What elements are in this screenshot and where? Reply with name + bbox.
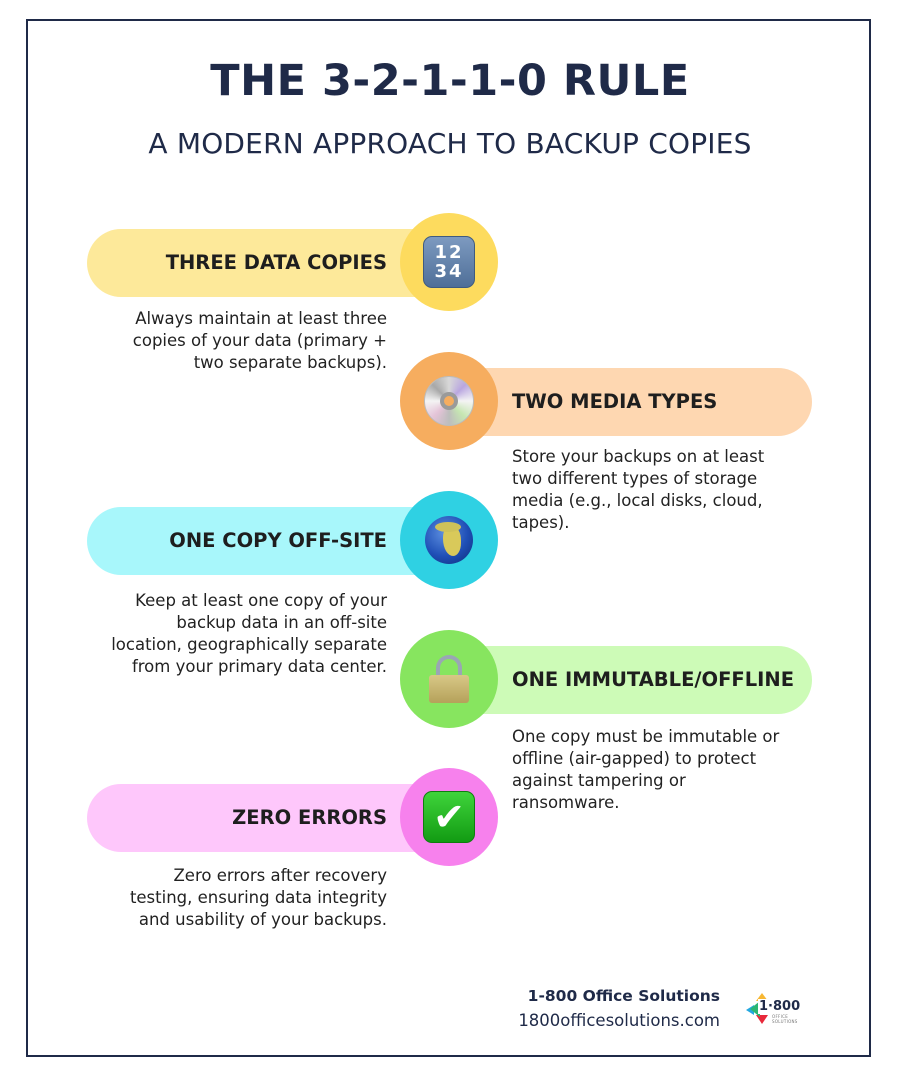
- step-icon-circle: [400, 768, 498, 866]
- step-icon-circle: [400, 630, 498, 728]
- padlock-icon: [429, 655, 469, 703]
- logo-text: 1·800: [759, 999, 801, 1014]
- check-mark-icon: ✔: [423, 791, 475, 843]
- step-label: ONE COPY OFF-SITE: [169, 529, 387, 552]
- step-label: THREE DATA COPIES: [165, 251, 387, 274]
- step-icon-circle: [400, 352, 498, 450]
- step-label: ZERO ERRORS: [232, 806, 387, 829]
- step-icon-circle: [400, 213, 498, 311]
- step-description: Always maintain at least three copies of your data (primary + two separate backups).: [132, 309, 387, 372]
- step-zero-errors: [0, 768, 900, 868]
- step-label: TWO MEDIA TYPES: [512, 390, 718, 413]
- input-numbers-icon: 12 34: [423, 236, 475, 288]
- step-icon-circle: [400, 491, 498, 589]
- step-three-data-copies: [0, 213, 900, 313]
- logo-subtext: OFFICE SOLUTIONS: [772, 1014, 798, 1024]
- step-description: Keep at least one copy of your backup data in an off-site location, geographically separate from your primary data center.: [111, 591, 387, 676]
- company-url[interactable]: 1800officesolutions.com: [518, 1011, 720, 1030]
- step-description: One copy must be immutable or offline (air-gapped) to protect against tampering or ransomware.: [512, 727, 780, 812]
- optical-disc-icon: [424, 376, 474, 426]
- step-two-media-types: [0, 352, 900, 452]
- step-label: ONE IMMUTABLE/OFFLINE: [512, 668, 795, 691]
- step-one-copy-off-site: [0, 491, 900, 591]
- step-description: Zero errors after recovery testing, ensuring data integrity and usability of your backups.: [129, 866, 387, 929]
- step-description: Store your backups on at least two different types of storage media (e.g., local disks, cloud, tapes).: [512, 447, 765, 532]
- page-title: THE 3-2-1-1-0 RULE: [210, 56, 690, 106]
- globe-icon: [425, 516, 473, 564]
- company-logo: [746, 993, 806, 1025]
- page-subtitle: A MODERN APPROACH TO BACKUP COPIES: [148, 127, 752, 160]
- step-one-immutable-offline: [0, 630, 900, 730]
- company-name: 1-800 Office Solutions: [527, 987, 720, 1005]
